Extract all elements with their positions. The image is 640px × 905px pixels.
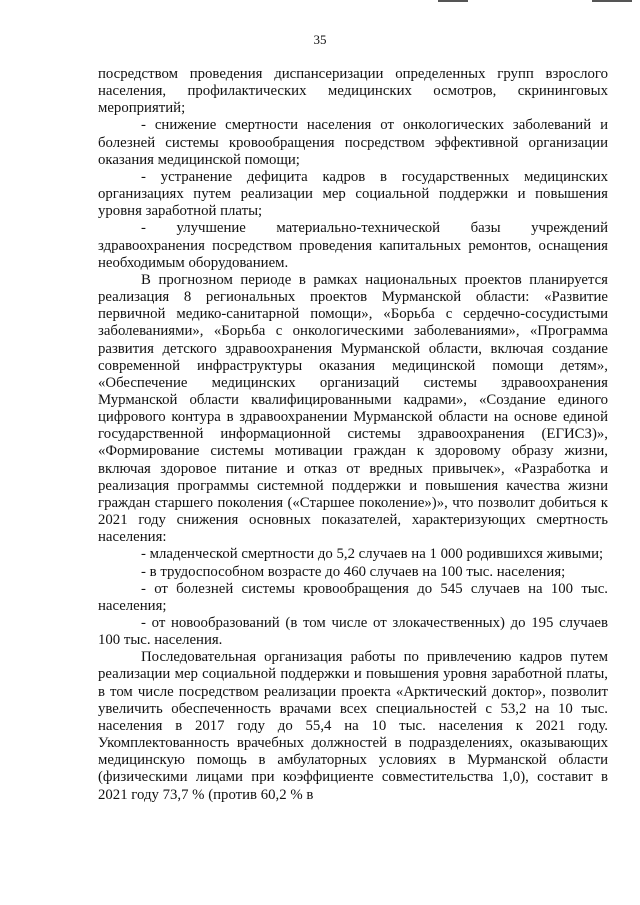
scan-top-mark [438, 0, 468, 2]
list-item: - от болезней системы кровообращения до 545 случаев на 100 тыс. населения; [98, 580, 608, 614]
paragraph: В прогнозном периоде в рамках национальных проектов планируется реализация 8 региональных проектов Мурманской области: «Развитие первичной медико-санитарной помощи», «Борьба с сердечно-сосудистыми заболеваниями», «Борьба с онкологическими заболеваниями», «Программа развития детского здравоохранения Мурманской области, включая создание современной инфраструктуры оказания медицинской помощи детям», «Обеспечение медицинских организаций системы здравоохранения Мурманской области квалифицированными кадрами», «Создание единого цифрового контура в здравоохранении Мурманской области на основе единой государственной информационной системы здравоохранения (ЕГИСЗ)», «Формирование системы мотивации граждан к здоровому образу жизни, включая здоровое питание и отказ от вредных привычек», «Разработка и реализация программы системной поддержки и повышения качества жизни граждан старшего поколения («Старшее поколение»)», что позволит добиться к 2021 году снижения основных показателей, характеризующих смертность населения: [98, 271, 608, 546]
list-item: - улучшение материально-технической базы учреждений здравоохранения посредством проведения капитальных ремонтов, оснащения необходимым оборудованием. [98, 220, 608, 271]
list-item: - от новообразований (в том числе от злокачественных) до 195 случаев 100 тыс. населения. [98, 615, 608, 649]
list-item: - устранение дефицита кадров в государственных медицинских организациях путем реализации мер социальной поддержки и повышения уровня заработной платы; [98, 168, 608, 220]
page-number: 35 [313, 32, 327, 47]
document-body [98, 66, 608, 804]
list-item: - младенческой смертности до 5,2 случаев на 1 000 родившихся живыми; [141, 546, 604, 563]
scan-top-mark [592, 0, 632, 2]
paragraph: Последовательная организация работы по привлечению кадров путем реализации мер социальной поддержки и повышения уровня заработной платы, в том числе посредством реализации проекта «Арктический доктор», позволит увеличить обеспеченность врачами всех специальностей с 53,2 на 10 тыс. населения в 2017 году до 55,4 на 10 тыс. населения к 2021 году. Укомплектованность врачебных должностей в подразделениях, оказывающих медицинскую помощь в амбулаторных условиях в Мурманской области (физическими лицами при коэффициенте совместительства 1,0), составит в 2021 году 73,7 % (против 60,2 % в [98, 649, 608, 803]
list-item: - в трудоспособном возрасте до 460 случаев на 100 тыс. населения; [141, 563, 566, 580]
paragraph: посредством проведения диспансеризации определенных групп взрослого населения, профилактических медицинских осмотров, скрининговых мероприятий; [98, 66, 608, 117]
list-item: - снижение смертности населения от онкологических заболеваний и болезней системы кровообращения посредством эффективной организации оказания медицинской помощи; [98, 117, 608, 168]
